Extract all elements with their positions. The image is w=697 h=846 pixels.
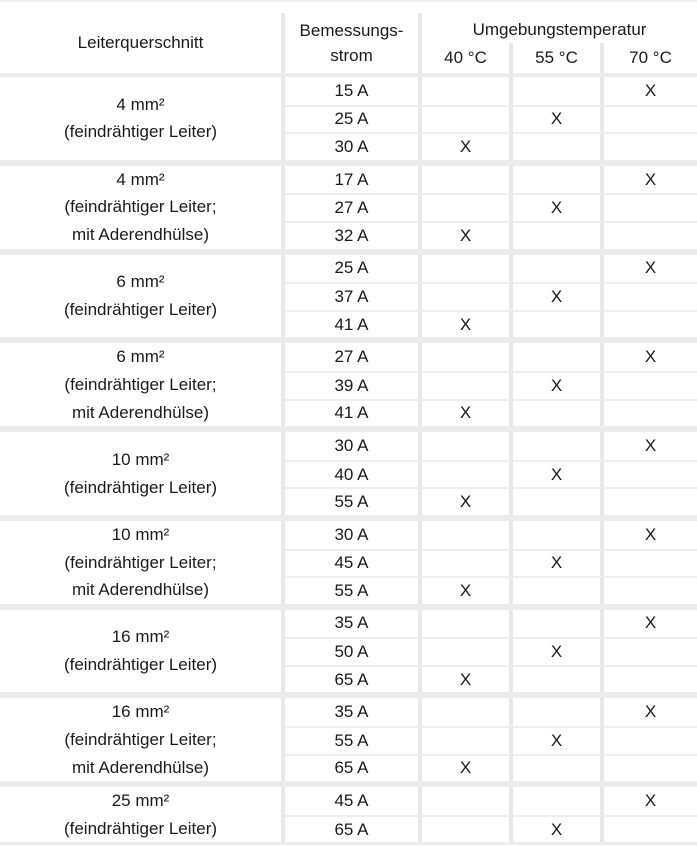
temperature-empty-cell <box>604 460 697 488</box>
conductor-cross-section-label <box>0 432 285 515</box>
conductor-cross-section-label <box>0 343 285 426</box>
temperature-empty-cell <box>422 282 513 310</box>
temperature-empty-cell <box>604 105 697 133</box>
rated-current-cell: 35 A <box>285 698 422 726</box>
conductor-cross-section-label <box>0 166 285 249</box>
rated-current-cell: 17 A <box>285 166 422 194</box>
table-group <box>0 698 697 781</box>
temperature-empty-cell <box>604 665 697 693</box>
temperature-empty-cell <box>513 77 604 105</box>
temperature-empty-cell <box>513 576 604 604</box>
temperature-empty-cell <box>513 487 604 515</box>
temperature-empty-cell <box>513 610 604 638</box>
temperature-mark-cell: X <box>422 665 513 693</box>
rated-current-cell: 55 A <box>285 726 422 754</box>
temperature-mark-cell: X <box>513 282 604 310</box>
table-bottom-border <box>0 842 697 845</box>
temperature-empty-cell <box>604 221 697 249</box>
temperature-empty-cell <box>604 637 697 665</box>
temperature-empty-cell <box>422 343 513 371</box>
temperature-mark-cell: X <box>644 702 657 722</box>
column-header-umgebungstemperatur: Umgebungstemperatur <box>472 20 647 39</box>
temperature-mark-cell: X <box>644 169 657 189</box>
conductor-label-line: (feindrähtiger Leiter) <box>63 818 218 838</box>
temperature-empty-cell <box>604 726 697 754</box>
conductor-cross-section-label <box>0 698 285 781</box>
conductor-label-line: 10 mm² <box>111 524 170 544</box>
conductor-label-line: (feindrähtiger Leiter) <box>63 122 218 142</box>
conductor-label-line: 10 mm² <box>111 449 170 469</box>
temperature-empty-cell <box>422 255 513 283</box>
rated-current-cell: 45 A <box>285 549 422 577</box>
column-header-bemessungsstrom-line1: Bemessungs- <box>299 21 404 40</box>
conductor-label-line: 4 mm² <box>116 94 165 114</box>
temperature-mark-cell: X <box>644 258 657 278</box>
rated-current-cell: 65 A <box>285 665 422 693</box>
temperature-empty-cell <box>422 193 513 221</box>
temperature-mark-cell: X <box>513 371 604 399</box>
rated-current-cell: 40 A <box>285 460 422 488</box>
temperature-empty-cell <box>513 754 604 782</box>
rated-current-cell: 32 A <box>285 221 422 249</box>
table-group <box>0 787 697 842</box>
conductor-cross-section-label <box>0 787 285 842</box>
temperature-empty-cell <box>604 754 697 782</box>
table-group <box>0 343 697 426</box>
temp-header-40c: 40 °C <box>422 43 513 73</box>
temperature-empty-cell <box>513 698 604 726</box>
conductor-label-line: (feindrähtiger Leiter) <box>63 477 218 497</box>
temperature-empty-cell <box>422 105 513 133</box>
conductor-cross-section-label <box>0 610 285 693</box>
column-header-leiterquerschnitt: Leiterquerschnitt <box>0 13 285 73</box>
temperature-empty-cell <box>604 132 697 160</box>
temperature-mark-cell: X <box>422 576 513 604</box>
rated-current-cell: 41 A <box>285 310 422 338</box>
table-group <box>0 432 697 515</box>
conductor-cross-section-label <box>0 521 285 604</box>
conductor-label-line: 4 mm² <box>116 169 165 189</box>
temperature-empty-cell <box>422 77 513 105</box>
temperature-empty-cell <box>513 166 604 194</box>
temperature-empty-cell <box>422 371 513 399</box>
temperature-empty-cell <box>604 815 697 843</box>
temperature-empty-cell <box>513 432 604 460</box>
temperature-mark-cell: X <box>513 726 604 754</box>
temperature-mark-cell: X <box>422 754 513 782</box>
temperature-mark-cell: X <box>513 105 604 133</box>
temperature-empty-cell <box>604 549 697 577</box>
temperature-mark-cell: X <box>513 549 604 577</box>
conductor-label-line: 16 mm² <box>111 627 170 647</box>
temperature-empty-cell <box>422 637 513 665</box>
conductor-label-line: 25 mm² <box>111 791 170 811</box>
temperature-empty-cell <box>604 487 697 515</box>
temperature-mark-cell: X <box>644 435 657 455</box>
rated-current-cell: 65 A <box>285 815 422 843</box>
temperature-mark-cell: X <box>422 487 513 515</box>
rated-current-cell: 50 A <box>285 637 422 665</box>
conductor-label-line: (feindrähtiger Leiter; <box>64 552 217 572</box>
conductor-label-line: 16 mm² <box>111 702 170 722</box>
temperature-mark-cell: X <box>644 347 657 367</box>
conductor-cross-section-label <box>0 255 285 338</box>
conductor-label-line: mit Aderendhülse) <box>71 580 210 600</box>
rated-current-cell: 55 A <box>285 576 422 604</box>
rated-current-cell: 41 A <box>285 399 422 427</box>
table-group <box>0 255 697 338</box>
temperature-mark-cell: X <box>513 637 604 665</box>
temperature-empty-cell <box>513 255 604 283</box>
temperature-mark-cell: X <box>422 310 513 338</box>
rated-current-cell: 30 A <box>285 521 422 549</box>
temperature-empty-cell <box>513 787 604 815</box>
table-header <box>0 13 697 73</box>
rated-current-cell: 35 A <box>285 610 422 638</box>
temperature-empty-cell <box>604 399 697 427</box>
conductor-label-line: (feindrähtiger Leiter; <box>64 197 217 217</box>
rated-current-cell: 25 A <box>285 255 422 283</box>
temperature-empty-cell <box>513 521 604 549</box>
conductor-label-line: (feindrähtiger Leiter; <box>64 730 217 750</box>
rated-current-cell: 25 A <box>285 105 422 133</box>
temperature-empty-cell <box>422 549 513 577</box>
temperature-mark-cell: X <box>644 791 657 811</box>
temperature-empty-cell <box>513 132 604 160</box>
conductor-label-line: mit Aderendhülse) <box>71 402 210 422</box>
temperature-empty-cell <box>422 432 513 460</box>
table-top-border <box>0 0 697 2</box>
column-header-bemessungsstrom <box>285 13 422 73</box>
conductor-label-line: 6 mm² <box>116 347 165 367</box>
rated-current-cell: 65 A <box>285 754 422 782</box>
table-group <box>0 610 697 693</box>
conductor-label-line: (feindrähtiger Leiter) <box>63 299 218 319</box>
temperature-mark-cell: X <box>422 399 513 427</box>
temperature-mark-cell: X <box>513 193 604 221</box>
table-group <box>0 521 697 604</box>
temperature-empty-cell <box>422 460 513 488</box>
column-header-bemessungsstrom-line2: strom <box>330 46 373 65</box>
temperature-empty-cell <box>604 310 697 338</box>
temperature-empty-cell <box>513 221 604 249</box>
rated-current-cell: 45 A <box>285 787 422 815</box>
temperature-mark-cell: X <box>422 132 513 160</box>
temperature-empty-cell <box>422 166 513 194</box>
conductor-label-line: mit Aderendhülse) <box>71 224 210 244</box>
temperature-empty-cell <box>422 610 513 638</box>
temp-header-70c: 70 °C <box>629 48 672 67</box>
temp-header-55c: 55 °C <box>513 43 604 73</box>
temperature-empty-cell <box>422 698 513 726</box>
table-body <box>0 77 697 842</box>
temperature-empty-cell <box>513 665 604 693</box>
rated-current-cell: 15 A <box>285 77 422 105</box>
table-group <box>0 77 697 160</box>
temperature-mark-cell: X <box>513 460 604 488</box>
temperature-empty-cell <box>422 521 513 549</box>
temperature-mark-cell: X <box>422 221 513 249</box>
rated-current-cell: 37 A <box>285 282 422 310</box>
temperature-empty-cell <box>422 787 513 815</box>
temperature-empty-cell <box>422 815 513 843</box>
rated-current-cell: 55 A <box>285 487 422 515</box>
rated-current-cell: 30 A <box>285 432 422 460</box>
rated-current-cell: 39 A <box>285 371 422 399</box>
rated-current-cell: 27 A <box>285 193 422 221</box>
temperature-empty-cell <box>604 371 697 399</box>
temperature-empty-cell <box>604 282 697 310</box>
temperature-mark-cell: X <box>644 524 657 544</box>
temperature-mark-cell: X <box>644 80 657 100</box>
temperature-empty-cell <box>513 343 604 371</box>
temperature-mark-cell: X <box>513 815 604 843</box>
conductor-cross-section-label <box>0 77 285 160</box>
temperature-empty-cell <box>604 193 697 221</box>
conductor-label-line: mit Aderendhülse) <box>71 757 210 777</box>
temperature-empty-cell <box>513 310 604 338</box>
rated-current-cell: 27 A <box>285 343 422 371</box>
conductor-label-line: (feindrähtiger Leiter) <box>63 655 218 675</box>
temperature-empty-cell <box>513 399 604 427</box>
rated-current-cell: 30 A <box>285 132 422 160</box>
conductor-label-line: 6 mm² <box>116 272 165 292</box>
temperature-mark-cell: X <box>644 613 657 633</box>
temperature-empty-cell <box>604 576 697 604</box>
temperature-empty-cell <box>422 726 513 754</box>
table-group <box>0 166 697 249</box>
conductor-label-line: (feindrähtiger Leiter; <box>64 374 217 394</box>
